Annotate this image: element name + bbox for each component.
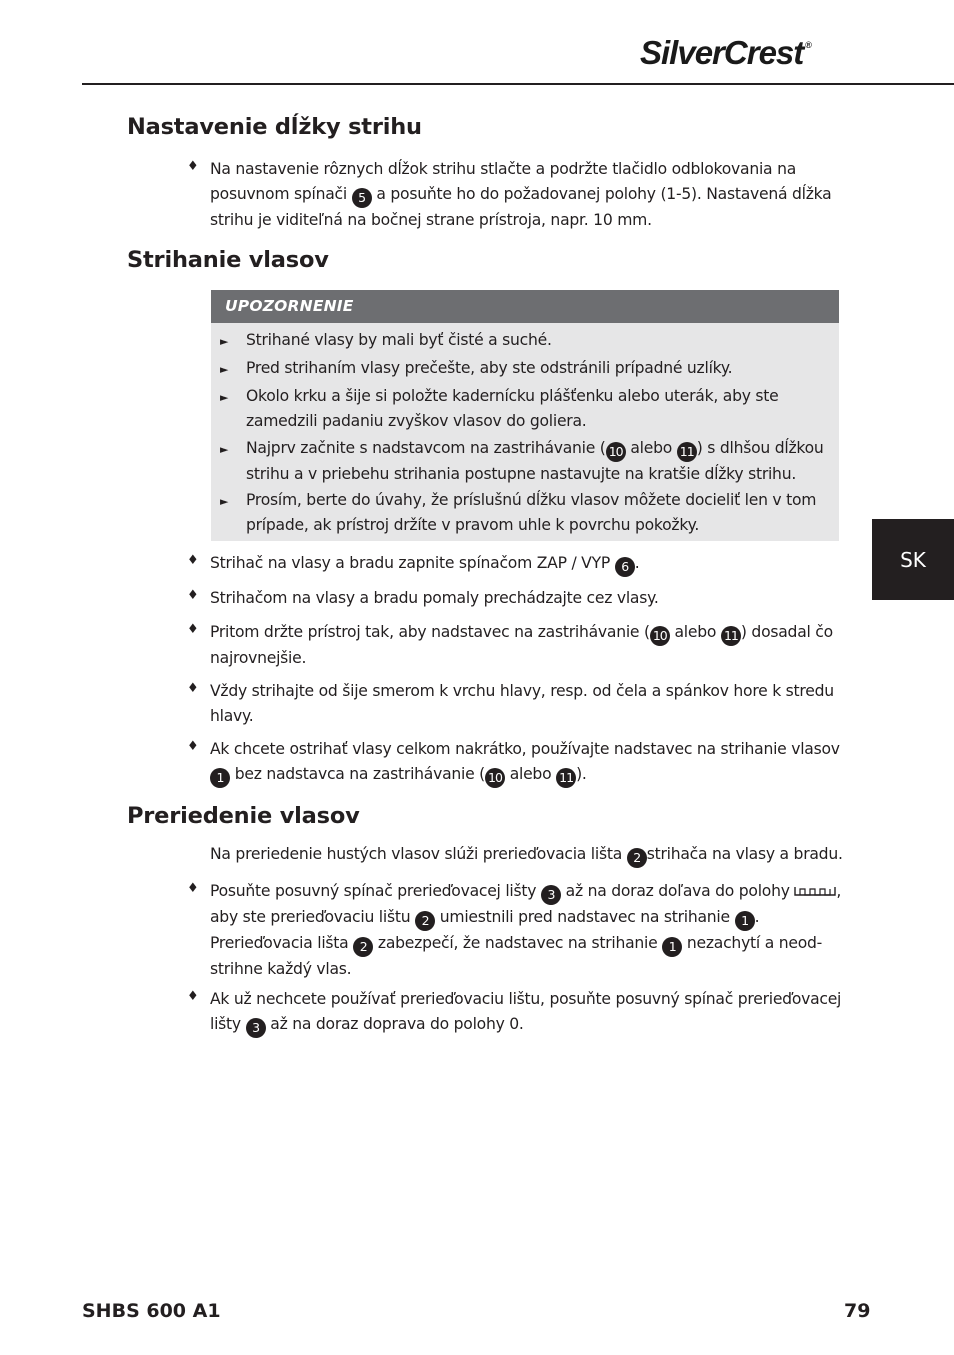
callout-number: 11 <box>721 626 741 646</box>
paragraph-cut-direction: Vždy strihajte od šije smerom k vrchu hlavy, resp. od čela a spánkov hore k stredu hlavy. <box>210 682 834 725</box>
section-title-length-setting: Nastavenie dĺžky strihu <box>127 114 422 140</box>
callout-number: 2 <box>627 848 647 868</box>
arrow-bullet-icon: ► <box>220 443 229 456</box>
section-title-hair-thinning: Preriedenie vlasov <box>127 803 360 829</box>
footer-model-number: SHBS 600 A1 <box>82 1300 221 1322</box>
notice-item: Okolo krku a šije si položte kadernícku plášťenku alebo uterák, aby ste zamedzili padaniu zvyškov vlasov do goliera. <box>246 387 779 430</box>
arrow-bullet-icon: ► <box>220 495 229 508</box>
notice-item: Pred strihaním vlasy prečešte, aby ste odstránili prípadné uzlíky. <box>246 359 733 377</box>
silvercrest-logo: SilverCrest ® <box>640 34 811 71</box>
callout-number: 10 <box>650 626 670 646</box>
paragraph-thinning-off: Ak už nechcete používať prerieďovaciu lištu, posuňte posuvný spínač prerieďovacej lišty 3 až na doraz doprava do polohy 0. <box>210 987 845 1038</box>
bullet-diamond-icon: ♦ <box>187 553 199 568</box>
callout-number: 10 <box>606 442 626 462</box>
section-title-hair-cutting: Strihanie vlasov <box>127 247 329 273</box>
paragraph-hold-device: Pritom držte prístroj tak, aby nadstavec na zastrihávanie ( 10 alebo 11 ) dosadal čo najrovnejšie. <box>210 623 833 667</box>
bullet-diamond-icon: ♦ <box>187 681 199 696</box>
registered-mark: ® <box>805 40 811 50</box>
bullet-diamond-icon: ♦ <box>187 159 199 174</box>
notice-item: Prosím, berte do úvahy, že príslušnú dĺžku vlasov môžete docieliť len v tom prípade, ak prístroj držíte v pravom uhle k povrchu pokožky. <box>246 491 817 534</box>
callout-number: 11 <box>677 442 697 462</box>
paragraph-move-slowly: Strihačom na vlasy a bradu pomaly prechádzajte cez vlasy. <box>210 589 659 607</box>
paragraph-thinning-intro: Na preriedenie hustých vlasov slúži prerieďovacia lišta 2 strihača na vlasy a bradu. <box>210 842 845 868</box>
bullet-diamond-icon: ♦ <box>187 588 199 603</box>
notice-item: Najprv začnite s nadstavcom na zastrihávanie ( 10 alebo 11 ) s dlhšou dĺžkou strihu a v priebehu strihania postupne nastavujte na kratšie dĺžky strihu. <box>246 439 824 483</box>
callout-number: 1 <box>735 911 755 931</box>
callout-number: 5 <box>352 188 372 208</box>
callout-number: 1 <box>662 937 682 957</box>
footer-page-number: 79 <box>844 1300 871 1322</box>
bullet-diamond-icon: ♦ <box>187 739 199 754</box>
callout-number: 10 <box>485 768 505 788</box>
paragraph-short-cut: Ak chcete ostrihať vlasy celkom nakrátko, používajte nadstavec na strihanie vlasov 1 bez nadstavca na zastrihávanie ( 10 alebo 11 ). <box>210 737 845 788</box>
paragraph-length-setting: Na nastavenie rôznych dĺžok strihu stlačte a podržte tlačidlo odblokovania na posuvnom spínači 5 a posuňte ho do požadovanej polohy (1-5). Nastavená dĺžka strihu je viditeľná na bočnej strane prístroja, napr. 10 mm. <box>210 160 832 229</box>
notice-item: Strihané vlasy by mali byť čisté a suché. <box>246 331 552 349</box>
arrow-bullet-icon: ► <box>220 363 229 376</box>
callout-number: 2 <box>415 911 435 931</box>
paragraph-thinning-on: Posuňte posuvný spínač prerieďovacej lišty 3 až na doraz doľava do polohy , aby ste prerieďovaciu lištu 2 umiestnili pred nadstavec na strihanie 1 . Prerieďovacia lišta 2 zabezpečí, že nadstavec na strihanie 1 nezachytí a neod-strihne každý vlas. <box>210 882 842 978</box>
arrow-bullet-icon: ► <box>220 391 229 404</box>
callout-number: 3 <box>246 1018 266 1038</box>
callout-number: 2 <box>353 937 373 957</box>
bullet-diamond-icon: ♦ <box>187 622 199 637</box>
arrow-bullet-icon: ► <box>220 335 229 348</box>
bullet-diamond-icon: ♦ <box>187 881 199 896</box>
thinning-comb-icon <box>794 886 836 896</box>
callout-number: 11 <box>556 768 576 788</box>
callout-number: 6 <box>615 557 635 577</box>
bullet-diamond-icon: ♦ <box>187 989 199 1004</box>
header-rule <box>82 83 954 85</box>
language-tab-sk: SK <box>872 519 954 600</box>
notice-box <box>211 290 839 541</box>
notice-heading: UPOZORNENIE <box>211 290 839 323</box>
paragraph-power-on: Strihač na vlasy a bradu zapnite spínačom ZAP / VYP 6 . <box>210 551 845 577</box>
callout-number: 3 <box>541 885 561 905</box>
callout-number: 1 <box>210 768 230 788</box>
